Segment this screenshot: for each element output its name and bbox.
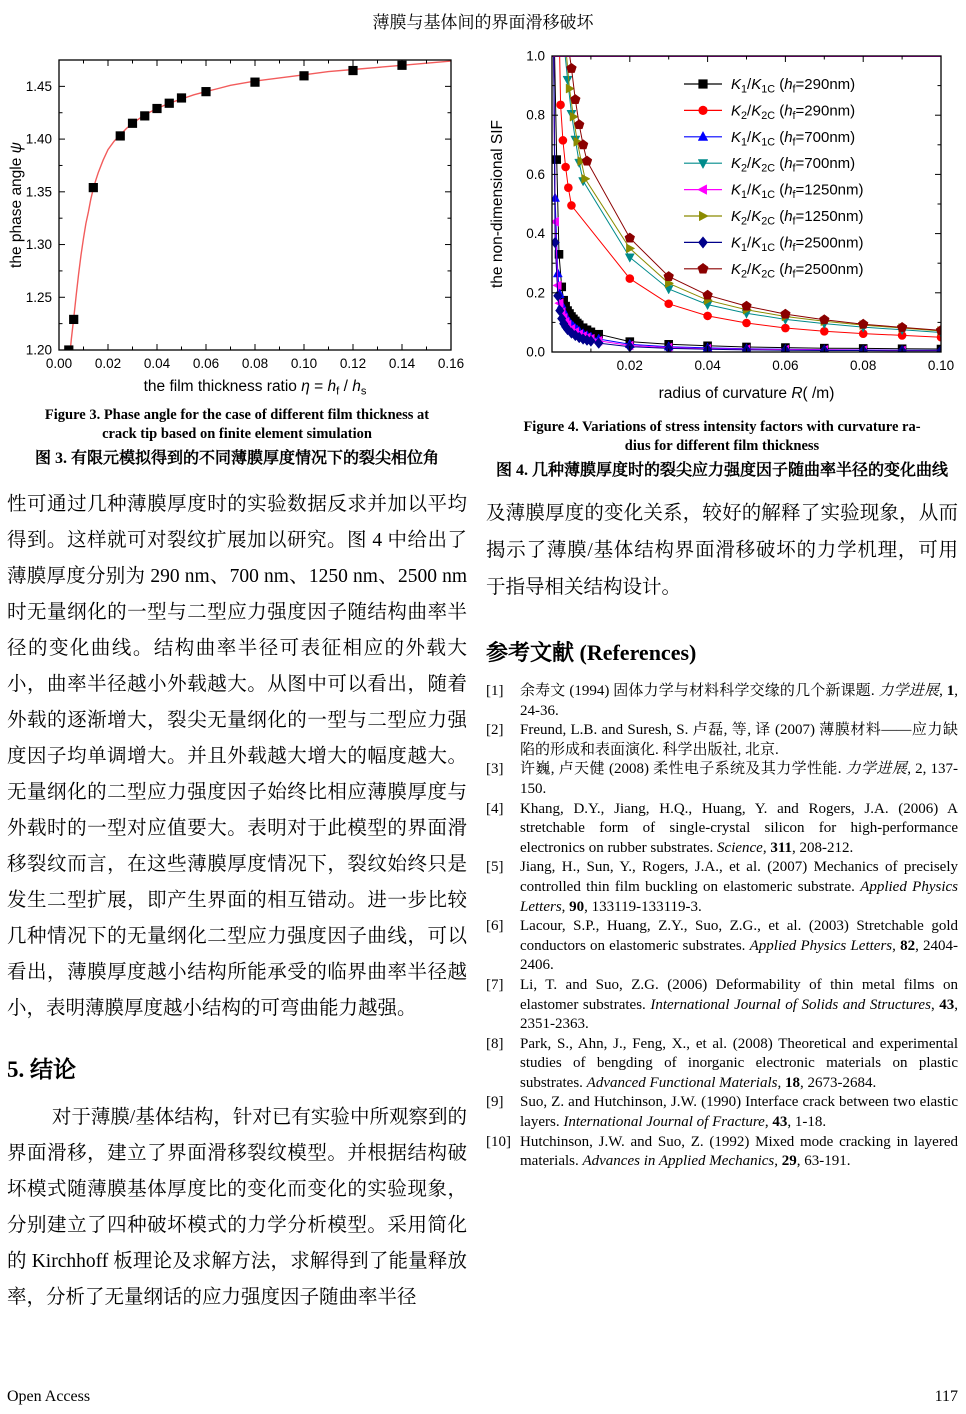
- figure3-caption-en-line2: crack tip based on finite element simulation: [102, 426, 372, 442]
- svg-text:0.8: 0.8: [526, 107, 545, 123]
- reference-number: [6]: [486, 918, 504, 935]
- svg-text:the phase angle ψ: the phase angle ψ: [8, 142, 25, 268]
- reference-text: Lacour, S.P., Huang, Z.Y., Suo, Z.G., et al. (2003) Stretchable gold conductors on elastomeric substrates. Applied Physics Letters, 82, 2404-2406.: [520, 918, 958, 974]
- reference-number: [5]: [486, 859, 504, 876]
- reference-item: [486, 858, 958, 917]
- footer-page-number: 117: [934, 1388, 958, 1405]
- reference-item: [486, 1133, 958, 1172]
- svg-text:0.06: 0.06: [772, 358, 799, 373]
- svg-text:0.04: 0.04: [143, 356, 171, 371]
- reference-number: [3]: [486, 761, 504, 778]
- reference-number: [8]: [486, 1035, 504, 1052]
- section-heading-conclusion: 5. 结论: [7, 1057, 76, 1082]
- left-column: [7, 46, 467, 1316]
- right-column: [486, 46, 958, 1172]
- svg-text:0.08: 0.08: [241, 356, 269, 371]
- svg-text:K2/K2C (hf=700nm): $K_2/K_{2C}$ $(h_f=700nm)$: [731, 155, 856, 175]
- footer-open-access: Open Access: [7, 1388, 91, 1405]
- figure3-svg: [7, 46, 467, 402]
- figure4-svg: [486, 46, 958, 414]
- figure3-caption: [7, 406, 467, 471]
- svg-text:0.10: 0.10: [927, 358, 955, 373]
- svg-text:0.14: 0.14: [388, 356, 416, 371]
- svg-text:K1/K1C (hf=1250nm): $K_1/K_{1C}$ $(h_f=1250nm)$: [731, 181, 864, 202]
- figure3-caption-zh: 图 3. 有限元模拟得到的不同薄膜厚度情况下的裂尖相位角: [34, 450, 439, 467]
- svg-text:1.35: 1.35: [25, 184, 52, 200]
- reference-item: [486, 682, 958, 721]
- reference-text: Freund, L.B. and Suresh, S. 卢磊, 等, 译 (2007) 薄膜材料——应力缺陷的形成和表面演化. 科学出版社, 北京.: [520, 722, 958, 758]
- figure4-caption-en-line2: dius for different film thickness: [624, 438, 820, 454]
- references-list: [486, 682, 958, 1172]
- reference-text: 许巍, 卢天健 (2008) 柔性电子系统及其力学性能. 力学进展, 2, 137-150.: [520, 761, 958, 797]
- svg-text:0.10: 0.10: [290, 356, 318, 371]
- svg-text:0.00: 0.00: [45, 356, 73, 371]
- reference-item: [486, 1035, 958, 1094]
- svg-text:radius of curvature R( /m): radius of curvature R( /m): [658, 385, 835, 402]
- svg-text:0.0: 0.0: [526, 344, 545, 360]
- reference-item: [486, 800, 958, 859]
- reference-item: [486, 1093, 958, 1132]
- svg-text:1.40: 1.40: [25, 131, 52, 147]
- reference-text: Hutchinson, J.W. and Suo, Z. (1992) Mixed mode cracking in layered materials. Advances in Applied Mechanics, 29, 63-191.: [520, 1133, 958, 1170]
- reference-item: [486, 976, 958, 1035]
- reference-number: [1]: [486, 683, 504, 699]
- figure4-caption: [486, 418, 958, 483]
- svg-text:0.06: 0.06: [192, 356, 220, 371]
- reference-number: [10]: [486, 1133, 511, 1150]
- reference-text: 余寿文 (1994) 固体力学与材料科学交缘的几个新课题. 力学进展, 1, 24-36.: [520, 683, 958, 719]
- figure4-caption-en-line1: Figure 4. Variations of stress intensity factors with curvature ra-: [523, 419, 921, 435]
- reference-text: Li, T. and Suo, Z.G. (2006) Deformability of thin metal films on elastomer substrates. International Journal of Solids and Structures, 43, 2351-2363.: [520, 976, 958, 1033]
- svg-text:1.20: 1.20: [25, 342, 52, 358]
- page-title: 薄膜与基体间的界面滑移破坏: [372, 13, 594, 32]
- page-footer: [7, 1388, 958, 1406]
- paragraph-conclusion: 对于薄膜/基体结构，针对已有实验中所观察到的界面滑移，建立了界面滑移裂纹模型。并根据结构破坏模式随薄膜基体厚度比的变化而变化的实验现象，分别建立了四种破坏模式的力学分析模型。采用简化的 Kirchhoff 板理论及求解方法，求解得到了能量释放率，分析了无量纲话的应力强度因子随曲率半径: [7, 1107, 467, 1308]
- svg-text:0.02: 0.02: [616, 358, 643, 373]
- svg-text:0.4: 0.4: [526, 226, 545, 242]
- figure4-caption-zh: 图 4. 几种薄膜厚度时的裂尖应力强度因子随曲率半径的变化曲线: [495, 462, 948, 479]
- svg-text:0.08: 0.08: [850, 358, 877, 373]
- figure3-chart: [7, 46, 467, 402]
- figure4-chart: [486, 46, 958, 414]
- reference-text: Park, S., Ahn, J., Feng, X., et al. (2008) Theoretical and experimental studies of bengding of inorganic electronic materials on plastic substrates. Advanced Functional Materials, 18, 2673-2684.: [520, 1035, 958, 1091]
- svg-text:0.6: 0.6: [526, 166, 545, 182]
- svg-text:0.12: 0.12: [339, 356, 367, 371]
- paragraph-continuation: 及薄膜厚度的变化关系，较好的解释了实验现象，从而揭示了薄膜/基体结构界面滑移破坏的力学机理，可用于指导相关结构设计。: [486, 503, 958, 598]
- reference-number: [2]: [486, 722, 504, 739]
- svg-text:K2/K2C (hf=1250nm): $K_2/K_{2C}$ $(h_f=1250nm)$: [731, 208, 864, 228]
- svg-text:K1/K1C (hf=2500nm): $K_1/K_{1C}$ $(h_f=2500nm)$: [731, 234, 864, 254]
- svg-text:K1/K1C (hf=290nm): $K_1/K_{1C}$ $(h_f=290nm)$: [731, 76, 856, 96]
- reference-text: Khang, D.Y., Jiang, H.Q., Huang, Y. and Rogers, J.A. (2006) A stretchable form of single-crystal silicon for high-performance electronics on rubber substrates. Science, 311, 208-212.: [520, 800, 958, 856]
- reference-item: [486, 760, 958, 799]
- reference-number: [9]: [486, 1094, 504, 1111]
- references-heading: 参考文献 (References): [486, 640, 697, 665]
- svg-text:K2/K2C (hf=290nm): $K_2/K_{2C}$ $(h_f=290nm)$: [731, 102, 856, 122]
- svg-text:1.30: 1.30: [25, 237, 52, 253]
- reference-text: Jiang, H., Sun, Y., Rogers, J.A., et al. (2007) Mechanics of precisely controlled thin film buckling on elastomeric substrate. Applied Physics Letters, 90, 133119-133119-3.: [520, 859, 958, 915]
- svg-text:1.25: 1.25: [25, 289, 52, 305]
- paragraph-discussion: 性可通过几种薄膜厚度时的实验数据反求并加以平均得到。这样就可对裂纹扩展加以研究。图 4 中给出了薄膜厚度分别为 290 nm、700 nm、1250 nm、2500 nm 时无量纲化的一型与二型应力强度因子随结构曲率半径的变化曲线。结构曲率半径可表征相应的外载大小，曲率半径越小外载越大。从图中可以看出，随着外载的逐渐增大，裂尖无量纲化的一型与二型应力强度因子均单调增大。并且外载越大增大的幅度越大。无量纲化的二型应力强度因子始终比相应薄膜厚度与外载时的一型对应值要大。表明对于此模型的界面滑移裂纹而言，在这些薄膜厚度情况下，裂纹始终只是发生二型扩展，即产生界面的相互错动。进一步比较几种情况下的无量纲化二型应力强度因子曲线，可以看出，薄膜厚度越小结构所能承受的临界曲率半径越小，表明薄膜厚度越小结构的可弯曲能力越强。: [7, 494, 467, 1019]
- svg-text:0.2: 0.2: [526, 285, 545, 301]
- svg-text:1.45: 1.45: [25, 78, 52, 94]
- reference-text: Suo, Z. and Hutchinson, J.W. (1990) Interface crack between two elastic layers. International Journal of Fracture, 43, 1-18.: [520, 1094, 958, 1131]
- svg-text:0.04: 0.04: [694, 358, 721, 373]
- svg-text:0.02: 0.02: [94, 356, 122, 371]
- svg-text:K1/K1C (hf=700nm): $K_1/K_{1C}$ $(h_f=700nm)$: [731, 128, 856, 149]
- svg-text:1.0: 1.0: [526, 48, 545, 64]
- svg-text:K2/K2C (hf=2500nm): $K_2/K_{2C}$ $(h_f=2500nm)$: [731, 260, 864, 281]
- svg-text:0.16: 0.16: [437, 356, 465, 371]
- svg-text:the non-dimensional SIF: the non-dimensional SIF: [489, 119, 506, 289]
- svg-text:the film thickness ratio η =: the film thickness ratio $\eta = h_f / h_s$: [143, 378, 367, 398]
- figure3-caption-en-line1: Figure 3. Phase angle for the case of different film thickness at: [44, 407, 430, 423]
- reference-item: [486, 721, 958, 760]
- reference-number: [4]: [486, 800, 504, 817]
- reference-number: [7]: [486, 976, 504, 993]
- reference-item: [486, 917, 958, 976]
